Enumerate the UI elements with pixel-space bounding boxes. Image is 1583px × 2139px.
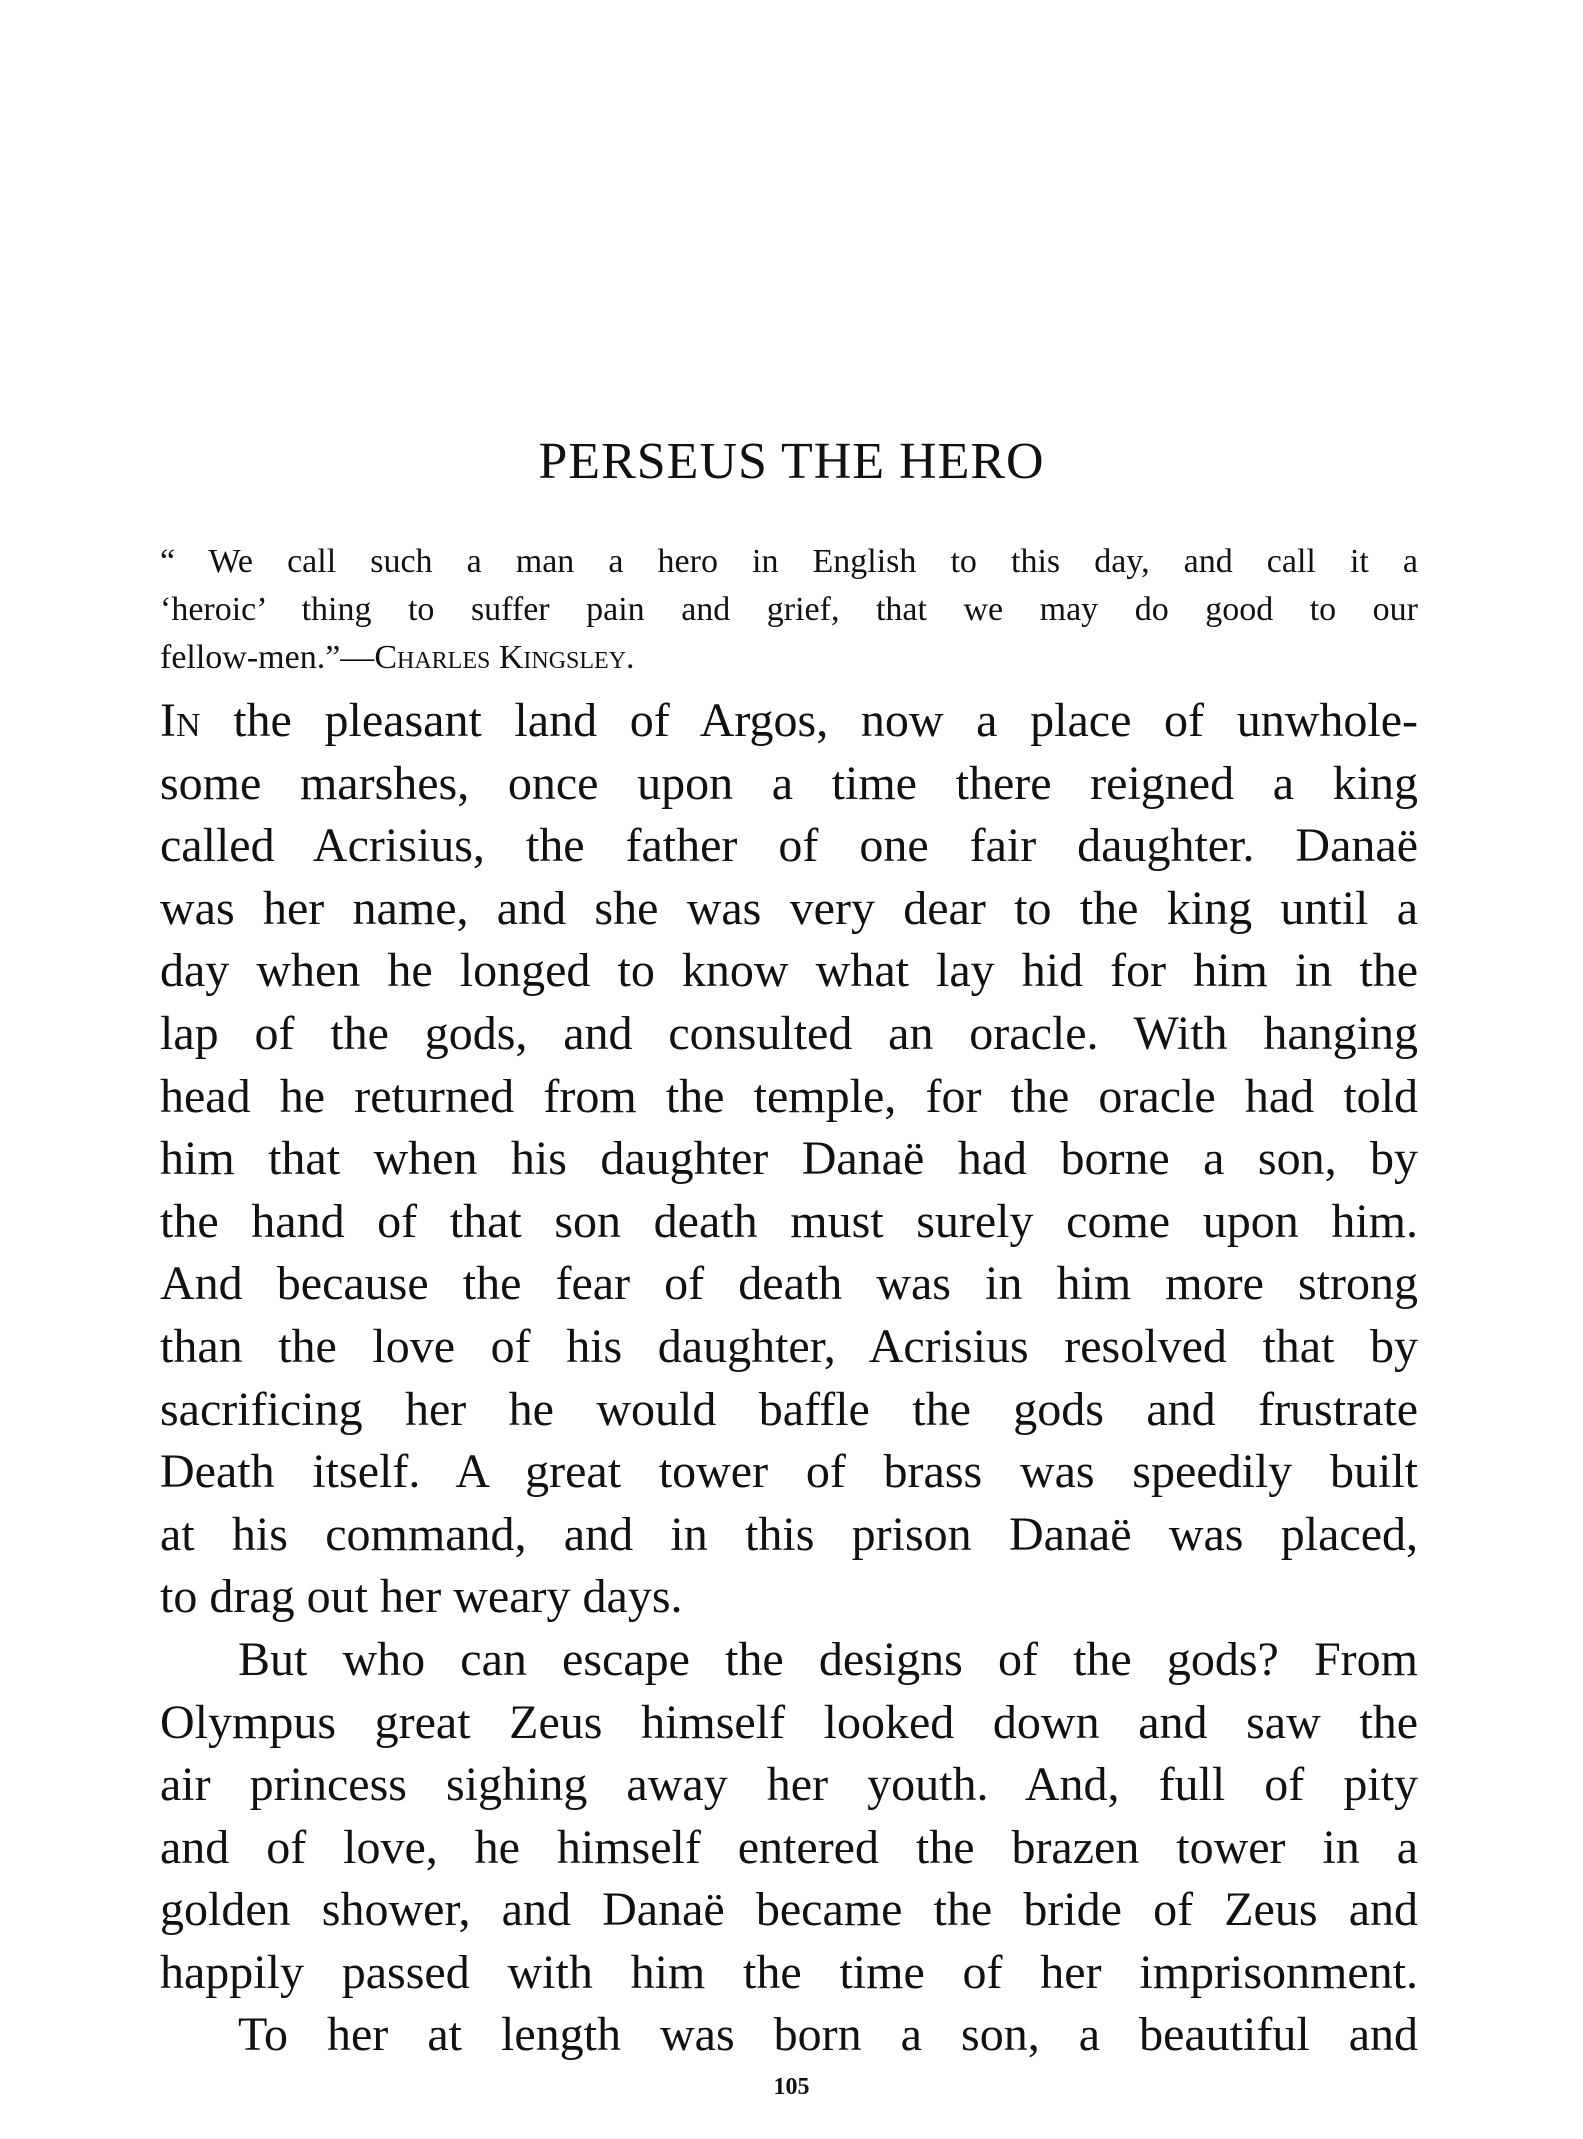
text-line: lap of the gods, and consulted an oracle. With hanging [160,1006,1418,1060]
epigraph [160,538,1418,682]
text-line: at his command, and in this prison Danaë was placed, [160,1507,1418,1561]
paragraph-2-first-line: But who can escape the designs of the gods? From [238,1632,1418,1686]
text-line: the hand of that son death must surely come upon him. [160,1194,1418,1248]
chapter-title: PERSEUS THE HERO [538,433,1045,490]
paragraph-3-first-line: To her at length was born a son, a beautiful and [238,2008,1418,2062]
text-line: sacrificing her he would baffle the gods and frustrate [160,1382,1418,1436]
body-text [160,690,1418,2067]
text-line: him that when his daughter Danaë had borne a son, by [160,1132,1418,1186]
text-line: And because the fear of death was in him more strong [160,1257,1418,1311]
text-line: golden shower, and Danaë became the bride of Zeus and [160,1883,1418,1937]
epigraph-line-end: fellow-men.”— [160,639,375,676]
paragraph-1-first-line: In the pleasant land of Argos, now a place of unwhole- [160,694,1418,747]
text-line: Olympus great Zeus himself looked down and saw the [160,1695,1418,1749]
page-number: 105 [773,2074,810,2100]
epigraph-attribution-line [160,634,1418,682]
text-line: happily passed with him the time of her imprisonment. [160,1945,1418,1999]
text-line: was her name, and she was very dear to the king until a [160,881,1418,935]
text-line: called Acrisius, the father of one fair daughter. Danaë [160,819,1418,873]
drop-cap: In [160,694,201,747]
text-line: some marshes, once upon a time there reigned a king [160,756,1418,810]
text-line: head he returned from the temple, for the oracle had told [160,1069,1418,1123]
text-line: Death itself. A great tower of brass was speedily built [160,1445,1418,1499]
paragraph-1-last-line: to drag out her weary days. [160,1570,683,1624]
epigraph-line: “ We call such a man a hero in English to this day, and call it a [160,543,1418,580]
text-line: than the love of his daughter, Acrisius resolved that by [160,1319,1418,1373]
text-line: and of love, he himself entered the brazen tower in a [160,1820,1418,1874]
text-line: air princess sighing away her youth. And, full of pity [160,1758,1418,1812]
epigraph-author: Charles Kingsley. [374,639,635,676]
epigraph-line: ‘heroic’ thing to suffer pain and grief, that we may do good to our [160,591,1418,628]
text-line: day when he longed to know what lay hid for him in the [160,944,1418,998]
